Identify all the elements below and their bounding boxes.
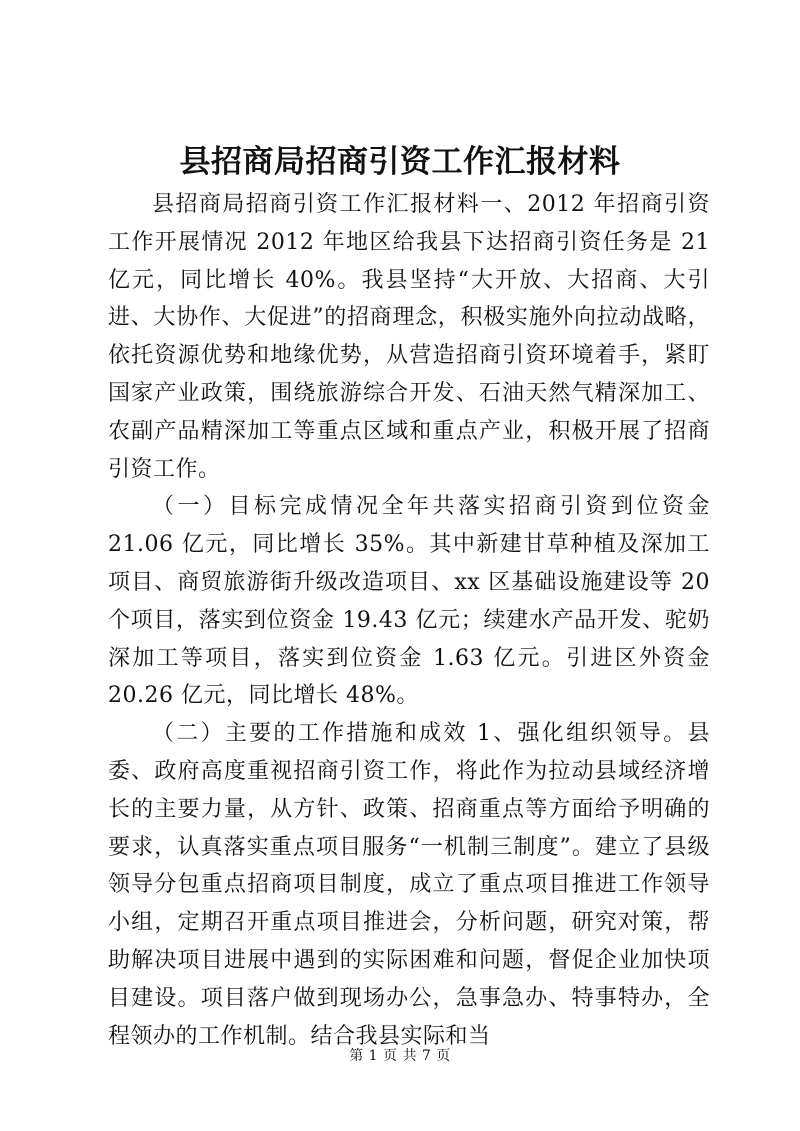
document-body <box>108 186 710 1055</box>
paragraph-3: （二）主要的工作措施和成效 1、强化组织领导。县委、政府高度重视招商引资工作，将此作为拉动县域经济增长的主要力量，从方针、政策、招商重点等方面给予明确的要求，认真落实重点项目服务“一机制三制度”。建立了县级领导分包重点招商项目制度，成立了重点项目推进工作领导小组，定期召开重点项目推进会，分析问题，研究对策，帮助解决项目进展中遇到的实际困难和问题，督促企业加快项目建设。项目落户做到现场办公，急事急办、特事特办，全程领办的工作机制。结合我县实际和当 <box>108 721 710 1049</box>
paragraph-1: 县招商局招商引资工作汇报材料一、2012 年招商引资工作开展情况 2012 年地区给我县下达招商引资任务是 21 亿元，同比增长 40%。我县坚持“大开放、大招商、大引进、大协作、大促进”的招商理念，积极实施外向拉动战略，依托资源优势和地缘优势，从营造招商引资环境着手，紧盯国家产业政策，围绕旅游综合开发、石油天然气精深加工、农副产品精深加工等重点区域和重点产业，积极开展了招商引资工作。 <box>108 192 710 482</box>
page-number-footer: 第 1 页 共 7 页 <box>349 1048 451 1064</box>
document-title: 县招商局招商引资工作汇报材料 <box>179 144 621 180</box>
paragraph-2: （一）目标完成情况全年共落实招商引资到位资金 21.06 亿元，同比增长 35%。其中新建甘草种植及深加工项目、商贸旅游街升级改造项目、xx 区基础设施建设等 20 个项目，落实到位资金 19.43 亿元；续建水产品开发、驼奶深加工等项目，落实到位资金 1.63 亿元。引进区外资金 20.26 亿元，同比增长 48%。 <box>108 494 710 709</box>
